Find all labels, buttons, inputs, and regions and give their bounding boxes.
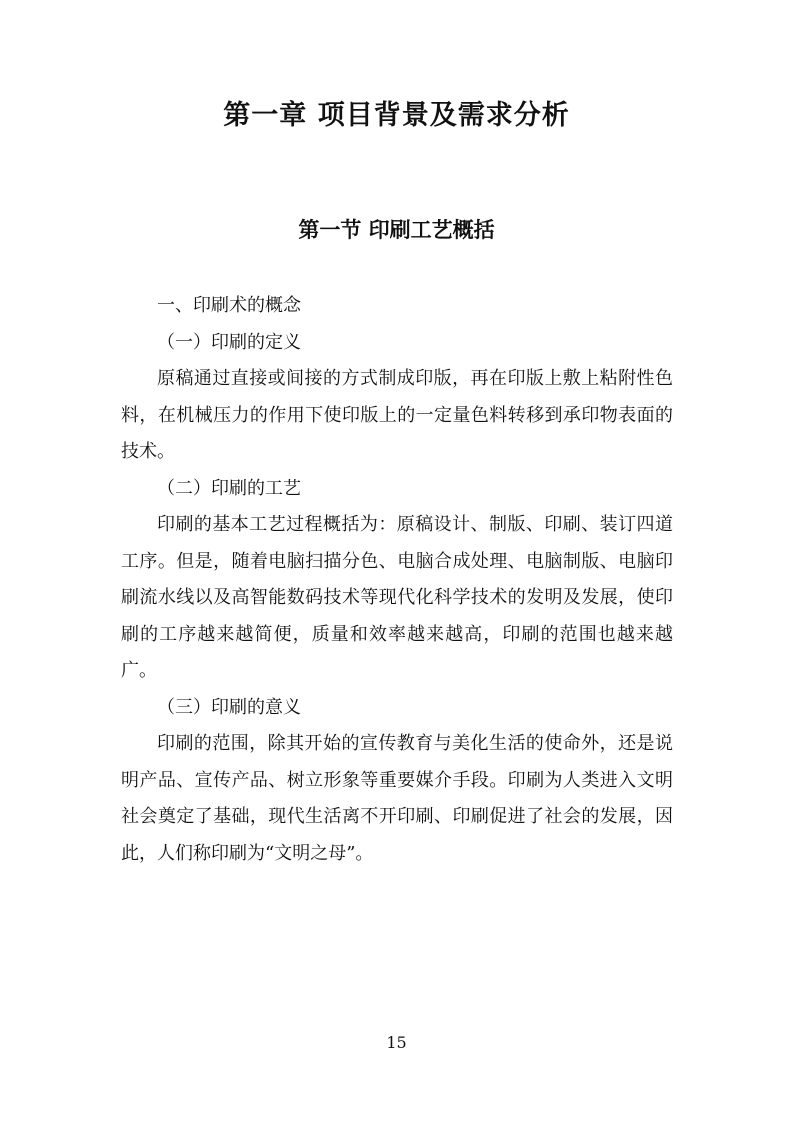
subheading-significance: （三）印刷的意义 [157,696,301,718]
section-title: 第一节 印刷工艺概括 [298,217,495,242]
paragraph-significance: 印刷的范围，除其开始的宣传教育与美化生活的使命外，还是说明产品、宣传产品、树立形象等重要媒介手段。印刷为人类进入文明社会奠定了基础，现代生活离不开印刷、印刷促进了社会的发展，因此，人们称印刷为“文明之母”。 [121,733,673,864]
body-text [121,288,673,872]
subheading-concept: 一、印刷术的概念 [157,295,301,316]
subheading-process: （二）印刷的工艺 [157,477,301,499]
paragraph-process: 印刷的基本工艺过程概括为：原稿设计、制版、印刷、装订四道工序。但是，随着电脑扫描分色、电脑合成处理、电脑制版、电脑印刷流水线以及高智能数码技术等现代化科学技术的发明及发展，使印刷的工序越来越简便，质量和效率越来越高，印刷的范围也越来越广。 [121,514,673,681]
chapter-title: 第一章 项目背景及需求分析 [223,100,570,131]
page-number: 15 [386,1033,407,1052]
paragraph-definition: 原稿通过直接或间接的方式制成印版，再在印版上敷上粘附性色料，在机械压力的作用下使印版上的一定量色料转移到承印物表面的技术。 [121,368,673,462]
subheading-definition: （一）印刷的定义 [157,331,301,353]
